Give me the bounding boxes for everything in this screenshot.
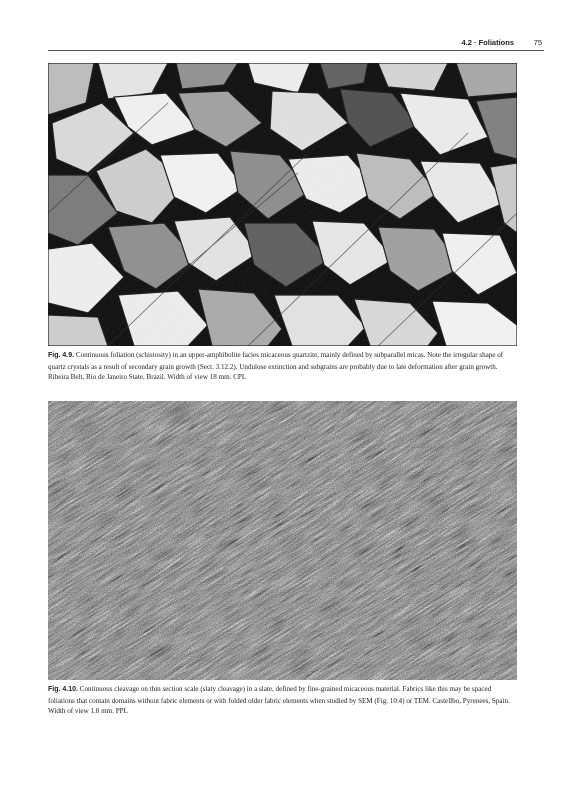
- quartzite-micrograph-image: [48, 63, 517, 346]
- figure-4-9-caption-text: Continuous foliation (schistosity) in an upper-amphibolite facies micaceous quartzite, mainly defined by subparallel micas. Note the irregular shape of quartz crystals as a result of secondary grain growth (Sect. 3.12.2). Undulose extinction and subgrains are probably due to late deformation after grain growth. Ribeira Belt, Rio de Janeiro State, Brazil. Width of view 18 mm. CPL: [48, 351, 504, 382]
- figure-4-9-label: Fig. 4.9.: [48, 352, 75, 359]
- figure-4-10-label: Fig. 4.10.: [48, 686, 78, 693]
- page-number: 75: [533, 38, 542, 47]
- figure-4-9-micrograph: [48, 63, 517, 346]
- section-title: 4.2 · Foliations: [461, 38, 514, 47]
- figure-4-10-micrograph: [48, 401, 517, 680]
- figure-4-10-caption: [48, 684, 518, 717]
- figure-4-10-caption-text: Continuous cleavage on thin section scale (slaty cleavage) in a slate, defined by fine-grained micaceous material. Fabrics like this may be spaced foliations that contain domains without fabric elements or with folded older fabric elements when studied by SEM (Fig. 10.4) or TEM. Castellbo, Pyrenees, Spain. Width of view 1.8 mm. PPL: [48, 685, 510, 716]
- running-head: [48, 38, 544, 50]
- header-rule: [48, 50, 544, 51]
- figure-4-9-caption: [48, 350, 518, 383]
- slate-micrograph-image: [48, 401, 517, 680]
